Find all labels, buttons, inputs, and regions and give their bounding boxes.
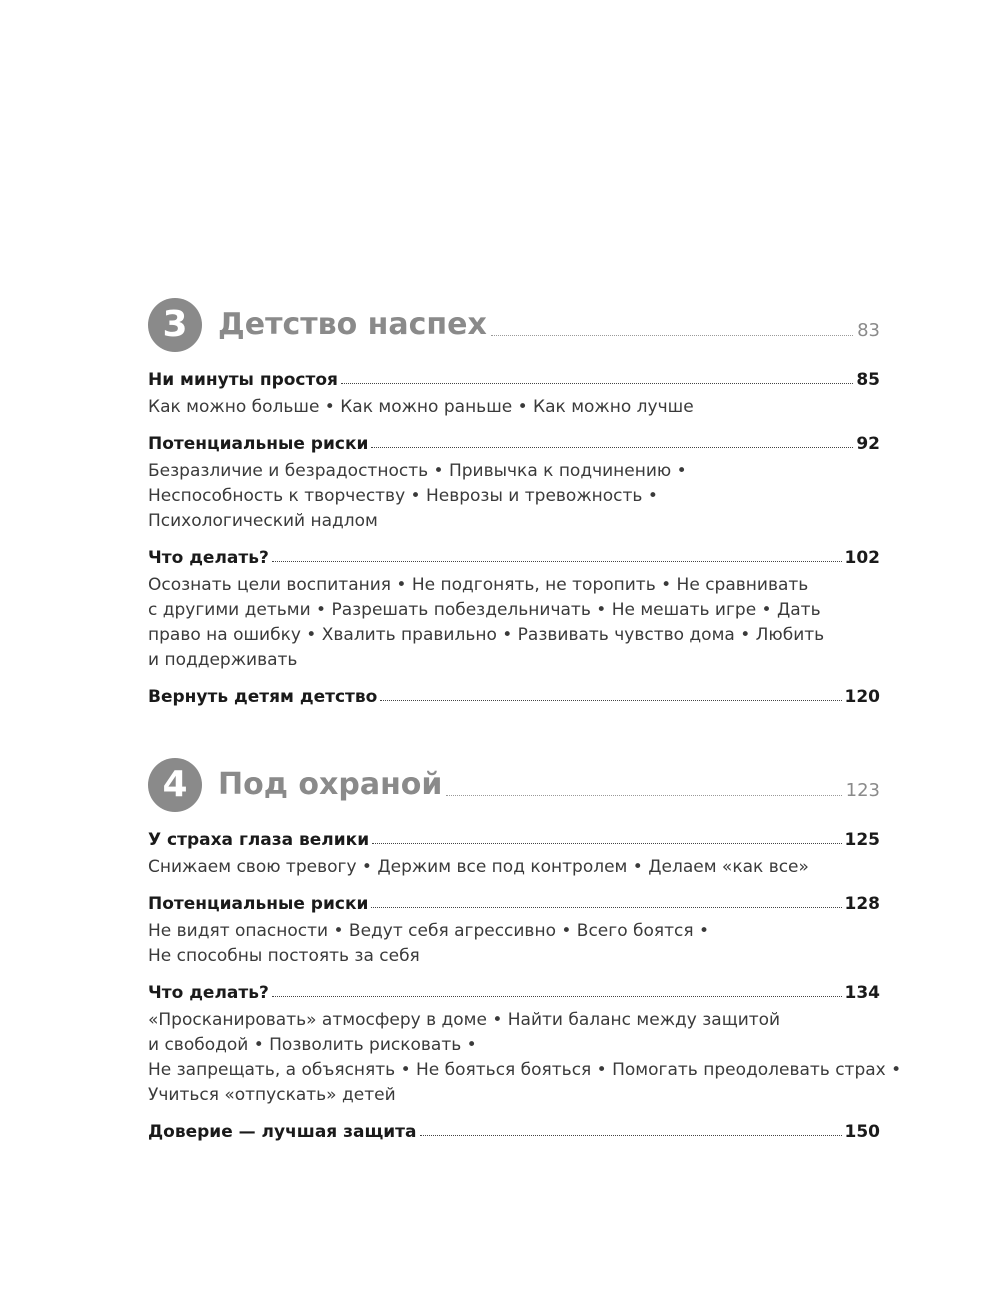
- leader-dots: [380, 700, 841, 701]
- section-page: 85: [856, 370, 880, 390]
- toc-entry[interactable]: [148, 681, 880, 707]
- description-line: Не запрещать, а объяснять • Не бояться бояться • Помогать преодолевать страх •: [148, 1060, 902, 1080]
- leader-dots: [272, 561, 842, 562]
- section-page: 125: [844, 830, 880, 850]
- chapter-title: Детство наспех: [218, 307, 487, 342]
- section-title: Потенциальные риски: [148, 894, 369, 914]
- section-title: Что делать?: [148, 548, 269, 568]
- section-page: 128: [844, 894, 880, 914]
- section-description: [148, 395, 880, 420]
- chapter-page: 123: [845, 780, 880, 801]
- leader-dots: [371, 907, 841, 908]
- description-line: Безразличие и безрадостность • Привычка к подчинению •: [148, 461, 687, 481]
- leader-dots: [341, 383, 853, 384]
- section-title: Ни минуты простоя: [148, 370, 338, 390]
- chapter-header: [148, 298, 880, 358]
- description-line: Осознать цели воспитания • Не подгонять, не торопить • Не сравнивать: [148, 575, 809, 595]
- chapter-header: [148, 758, 880, 818]
- toc-entry[interactable]: [148, 977, 880, 1003]
- section-description: [148, 1008, 902, 1108]
- section-title: Вернуть детям детство: [148, 687, 378, 707]
- description-line: и поддерживать: [148, 650, 298, 670]
- toc-entry[interactable]: [148, 824, 880, 850]
- section-page: 120: [844, 687, 880, 707]
- section-title: Что делать?: [148, 983, 269, 1003]
- description-line: с другими детьми • Разрешать побездельничать • Не мешать игре • Дать: [148, 600, 821, 620]
- section-page: 102: [844, 548, 880, 568]
- leader-dots: [446, 795, 841, 796]
- toc-entry[interactable]: [148, 364, 880, 390]
- chapter-title-line[interactable]: [218, 766, 880, 804]
- chapter-number-badge: 3: [148, 298, 202, 352]
- description-line: Не видят опасности • Ведут себя агрессивно • Всего боятся •: [148, 921, 710, 941]
- leader-dots: [272, 996, 842, 997]
- toc-entry[interactable]: [148, 428, 880, 454]
- section-page: 150: [844, 1122, 880, 1142]
- leader-dots: [491, 335, 853, 336]
- description-line: Учиться «отпускать» детей: [148, 1085, 396, 1105]
- toc-entry[interactable]: [148, 542, 880, 568]
- description-line: Не способны постоять за себя: [148, 946, 420, 966]
- section-title: Потенциальные риски: [148, 434, 369, 454]
- chapter-page: 83: [857, 320, 880, 341]
- description-line: Неспособность к творчеству • Неврозы и тревожность •: [148, 486, 658, 506]
- section-title: У страха глаза велики: [148, 830, 370, 850]
- chapter-title-line[interactable]: [218, 306, 880, 344]
- toc-entry[interactable]: [148, 888, 880, 914]
- chapter-3: [148, 298, 880, 707]
- leader-dots: [420, 1135, 842, 1136]
- chapter-title: Под охраной: [218, 767, 443, 802]
- section-description: [148, 855, 880, 880]
- description-line: Снижаем свою тревогу • Держим все под контролем • Делаем «как все»: [148, 857, 809, 877]
- description-line: и свободой • Позволить рисковать •: [148, 1035, 477, 1055]
- chapter-4: [148, 758, 902, 1142]
- description-line: право на ошибку • Хвалить правильно • Развивать чувство дома • Любить: [148, 625, 825, 645]
- leader-dots: [372, 843, 841, 844]
- leader-dots: [371, 447, 853, 448]
- section-description: [148, 919, 880, 969]
- description-line: Психологический надлом: [148, 511, 378, 531]
- section-page: 134: [844, 983, 880, 1003]
- section-description: [148, 459, 880, 534]
- chapter-number-badge: 4: [148, 758, 202, 812]
- section-description: [148, 573, 880, 673]
- section-title: Доверие — лучшая защита: [148, 1122, 417, 1142]
- section-page: 92: [856, 434, 880, 454]
- description-line: Как можно больше • Как можно раньше • Как можно лучше: [148, 397, 694, 417]
- description-line: «Просканировать» атмосферу в доме • Найти баланс между защитой: [148, 1010, 781, 1030]
- toc-entry[interactable]: [148, 1116, 880, 1142]
